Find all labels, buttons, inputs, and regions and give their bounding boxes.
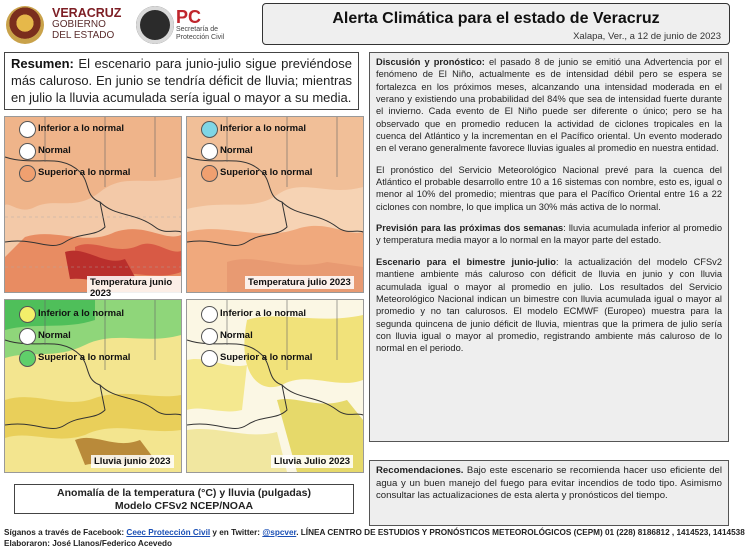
map-rain-june: [4, 299, 182, 473]
anomaly-caption-box: [14, 484, 354, 514]
discussion-p3: [376, 222, 722, 247]
caption-rain-june: Lluvia junio 2023: [91, 455, 174, 468]
discussion-p2: [376, 164, 722, 213]
proteccion-civil-shield-logo: [136, 6, 174, 44]
legend-swatch-above: [201, 165, 218, 182]
footer-line1: [4, 528, 745, 539]
map-temp-june: [4, 116, 182, 299]
discussion-p1-text: el pasado 8 de junio se emitió una Advertencia por el fenómeno de El Niño, actualmente es de intensidad débil pero se espera se fortalezca en los próximos meses, alcanzando una intensidad moderada en el verano y existiendo una probabilidad del 84% que sea de intensidad fuerte durante el invierno. Cada evento de El Niño puede ser diferente o único; pero se ha observado que en promedio reducen la actividad de ciclones tropicales en la cuenca del Atlántico y la incrementan en el Pacífico oriental. Un evento moderado en el verano generalmente favorece lluvias iguales al promedio en nuestra entidad.: [376, 57, 722, 154]
veracruz-government-wordmark: [52, 8, 121, 41]
legend-swatch-above: [19, 165, 36, 182]
legend-label-normal: Normal: [38, 330, 71, 341]
recommendations-box: [369, 460, 729, 526]
ver-line2: GOBIERNO: [52, 19, 106, 30]
legend-swatch-normal: [201, 328, 218, 345]
legend-swatch-normal: [19, 328, 36, 345]
discussion-p3-text: : lluvia acumulada inferior al promedio y temperatura media mayor a lo normal en la mayor parte del estado.: [376, 223, 723, 246]
footer-fb-prefix: Síganos a través de Facebook:: [4, 528, 127, 537]
legend-label-above: Superior a lo normal: [38, 167, 131, 178]
anomaly-line2: Modelo CFSv2 NCEP/NOAA: [114, 500, 254, 512]
footer: [4, 528, 745, 549]
legend-swatch-above: [19, 350, 36, 367]
ver-line3: DEL ESTADO: [52, 30, 115, 41]
legend-label-above: Superior a lo normal: [38, 352, 131, 363]
discussion-p4-text: : la actualización del modelo CFSv2 mantiene ambiente más caluroso con déficit de lluvia en junio y con lluvia acumulada igual o mayor al promedio en julio. Los resultados del Servicio Meteorológico Nacional indican un bimestre con lluvia acumulada igual o mayor al promedio y no tan calurosos. El modelo ECMWF (Europeo) muestra para la segunda quincena de junio déficit de lluvia, mientras que la primera de julio sería con lluvia igual o mayor al promedio, registrando ambiente más caluroso de lo normal en el periodo.: [376, 256, 722, 354]
legend-swatch-below: [19, 306, 36, 323]
discussion-p1-label: Discusión y pronóstico:: [376, 57, 485, 67]
legend-label-above: Superior a lo normal: [220, 167, 313, 178]
veracruz-seal-logo: [6, 6, 44, 44]
legend-swatch-below: [201, 121, 218, 138]
legend-label-below: Inferior a lo normal: [38, 123, 125, 134]
issue-date: Xalapa, Ver., a 12 de junio de 2023: [573, 31, 721, 42]
caption-temp-july: Temperatura julio 2023: [245, 276, 354, 289]
caption-rain-july: Lluvia Julio 2023: [271, 455, 353, 468]
ver-line1: VERACRUZ: [52, 6, 122, 20]
map-temp-july: [186, 116, 364, 293]
footer-authors: Elaboraron: José Llanos/Federico Acevedo: [4, 538, 173, 548]
anomaly-line1: Anomalía de la temperatura (°C) y lluvia (pulgadas): [57, 487, 311, 499]
discussion-p3-label: Previsión para las próximas dos semanas: [376, 223, 564, 234]
discussion-p1: [376, 56, 722, 155]
legend-swatch-normal: [201, 143, 218, 160]
legend-label-normal: Normal: [220, 145, 253, 156]
discussion-p2-text: El pronóstico del Servicio Meteorológico Nacional prevé para la cuenca del Atlántico el probable desarrollo entre 10 a 16 sistemas con nombre, esto es, igual o menor al 10% del promedio; mientras que para el Pacífico Oriental entre 16 a 22 ciclones con nombre, lo que implica un 30% más activa de lo normal.: [376, 164, 722, 212]
pc-label: PC: [176, 7, 202, 27]
legend-swatch-below: [201, 306, 218, 323]
map-rain-july-graphic: [187, 300, 363, 472]
legend-swatch-above: [201, 350, 218, 367]
facebook-link[interactable]: Ceec Protección Civil: [126, 528, 211, 537]
footer-tw-prefix: y en Twitter:: [210, 528, 263, 537]
title-box: [262, 3, 730, 45]
map-rain-july: [186, 299, 364, 473]
pc-sub2: Protección Civil: [176, 34, 225, 41]
summary-label: Resumen:: [11, 56, 74, 71]
legend-label-below: Inferior a lo normal: [220, 308, 307, 319]
legend-swatch-normal: [19, 143, 36, 160]
footer-contact: . LÍNEA CENTRO DE ESTUDIOS Y PRONÓSTICOS METEOROLÓGICOS (CEPM) 01 (228) 8186812 , 1414523, 1414538: [296, 528, 745, 537]
map-rain-june-graphic: [5, 300, 181, 472]
pc-sub1: Secretaría de: [176, 26, 219, 33]
caption-temp-june: Temperatura junio 2023: [87, 276, 181, 300]
legend-swatch-below: [19, 121, 36, 138]
legend-label-normal: Normal: [38, 145, 71, 156]
legend-label-below: Inferior a lo normal: [220, 123, 307, 134]
recommendations-text: Bajo este escenario se recomienda hacer uso eficiente del agua y un buen manejo del fuego para evitar incendios de todo tipo. Asimismo consultar las actualizaciones de esta alerta y pronósticos del tiempo.: [376, 465, 722, 501]
summary-text: El escenario para junio-julio sigue previéndose más caluroso. En junio se tendría déficit de lluvia; mientras en julio la lluvia acumulada sería igual o mayor a su media.: [11, 56, 352, 105]
twitter-link[interactable]: @spcver: [262, 528, 297, 537]
proteccion-civil-wordmark: [176, 8, 224, 42]
page-title: Alerta Climática para el estado de Veracruz: [332, 10, 660, 27]
discussion-p4: [376, 256, 722, 355]
recommendations-label: Recomendaciones.: [376, 465, 464, 476]
legend-label-normal: Normal: [220, 330, 253, 341]
discussion-box: [369, 52, 729, 442]
legend-label-below: Inferior a lo normal: [38, 308, 125, 319]
discussion-p4-label: Escenario para el bimestre junio-julio: [376, 256, 556, 267]
summary-box: [4, 52, 359, 110]
legend-label-above: Superior a lo normal: [220, 352, 313, 363]
